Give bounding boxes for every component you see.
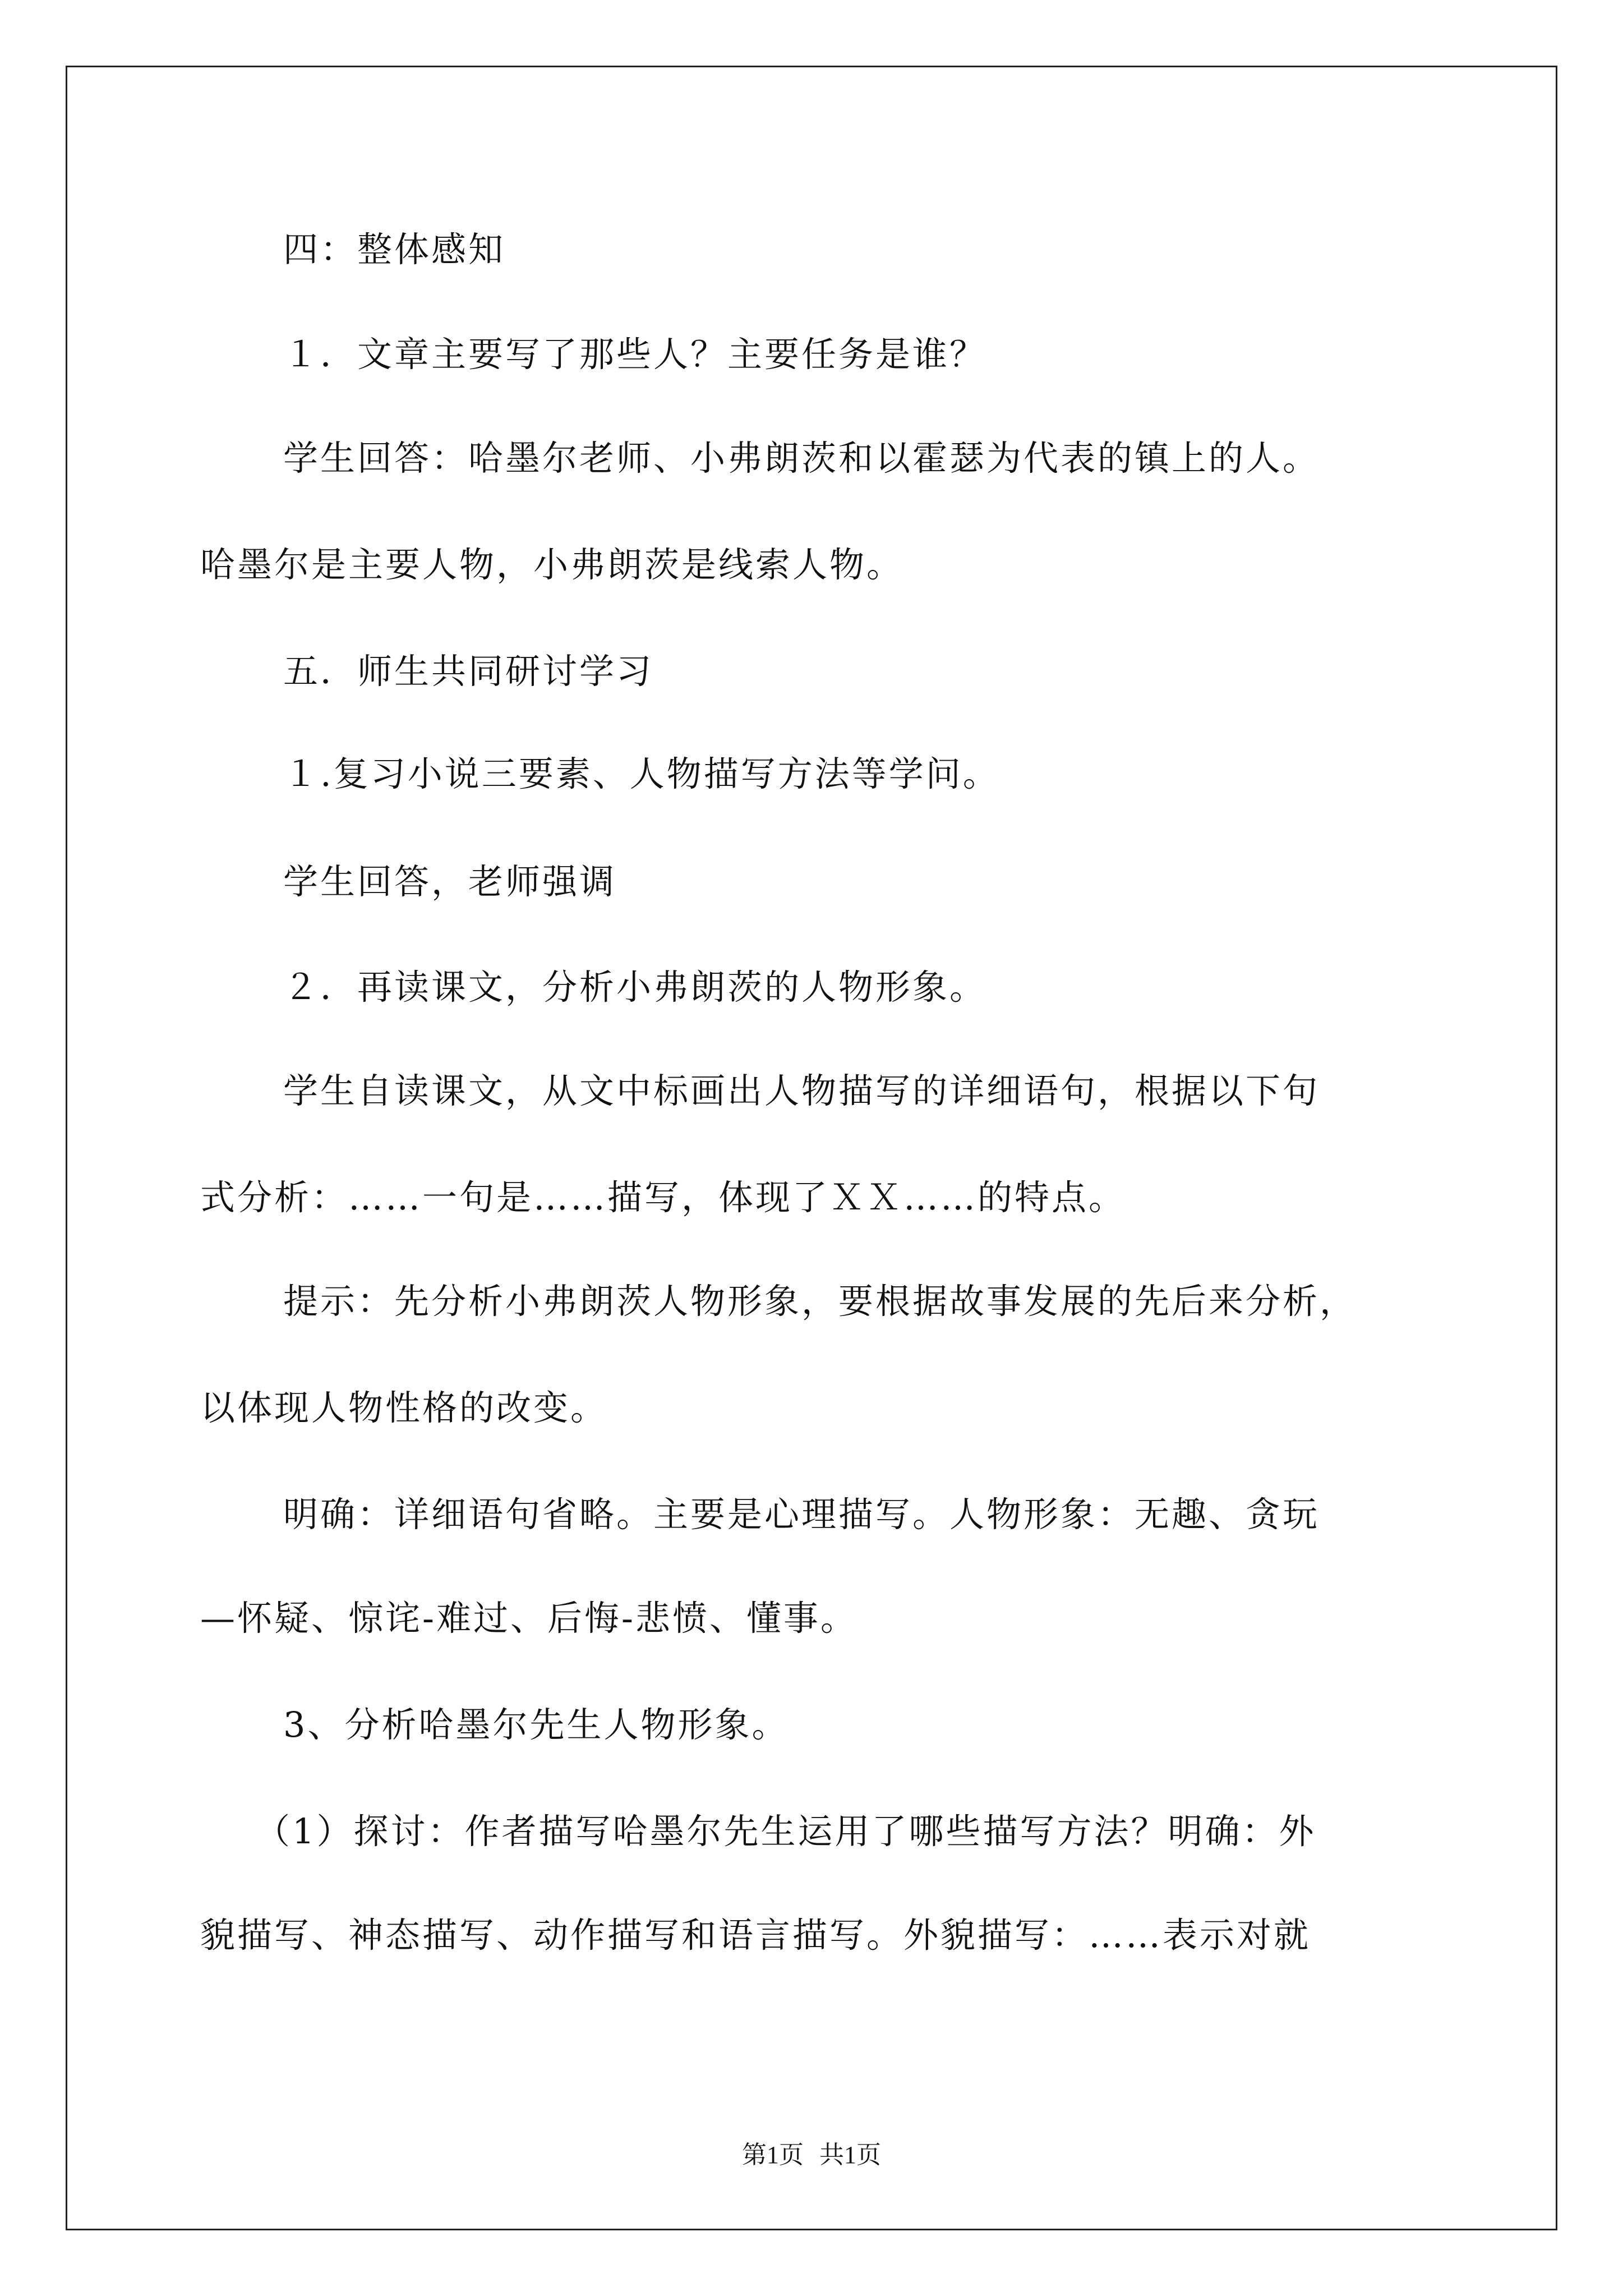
paragraph-line: 式分析：……一句是……描写，体现了ＸＸ……的特点。 [200,1177,1126,1218]
heading-overall-perception: 四：整体感知 [283,229,506,270]
paragraph-line: ２．再读课文，分析小弗朗茨的人物形象。 [283,967,987,1007]
page-total: 共1页 [819,2141,881,2169]
paragraph-line: 貌描写、神态描写、动作描写和语言描写。外貌描写：……表示对就 [200,1915,1311,1955]
paragraph-line: 学生自读课文，从文中标画出人物描写的详细语句，根据以下句 [283,1070,1320,1111]
question-1: １．文章主要写了那些人？主要任务是谁？ [283,334,987,375]
paragraph-line: （1）探讨：作者描写哈墨尔先生运用了哪些描写方法？明确：外 [255,1811,1316,1852]
page-border [66,66,1557,2230]
paragraph-line: 学生回答，老师强调 [283,861,617,902]
page-footer [0,2138,1623,2172]
paragraph-line: 哈墨尔是主要人物，小弗朗茨是线索人物。 [200,544,904,585]
page-current: 第1页 [742,2141,804,2169]
paragraph-line: 提示：先分析小弗朗茨人物形象，要根据故事发展的先后来分析， [283,1281,1357,1322]
paragraph-line: １.复习小说三要素、人物描写方法等学问。 [283,753,1000,794]
heading-joint-study: 五．师生共同研讨学习 [283,651,654,692]
paragraph-line: 以体现人物性格的改变。 [200,1387,608,1428]
paragraph-line: 明确：详细语句省略。主要是心理描写。人物形象：无趣、贪玩 [283,1494,1320,1535]
paragraph-line: 3、分析哈墨尔先生人物形象。 [283,1704,789,1745]
paragraph-line: —怀疑、惊诧-难过、后悔-悲愤、懂事。 [200,1598,857,1639]
paragraph-line: 学生回答：哈墨尔老师、小弗朗茨和以霍瑟为代表的镇上的人。 [283,438,1320,478]
